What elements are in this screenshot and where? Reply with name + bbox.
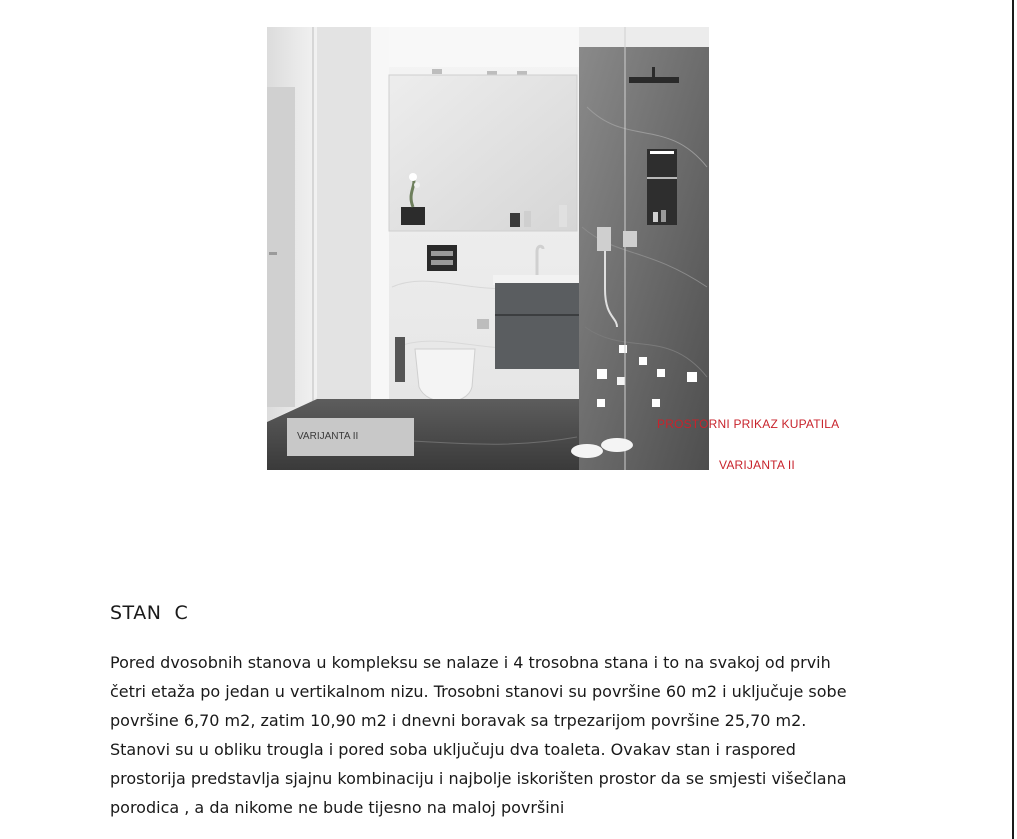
caption-title: PROSTORNI PRIKAZ KUPATILA xyxy=(657,417,840,431)
body-line: Pored dvosobnih stanova u kompleksu se nalaze i 4 trosobna stana i to na svakoj od prvih xyxy=(110,653,831,672)
body-line: površine 6,70 m2, zatim 10,90 m2 i dnevni boravak sa trpezarijom površine 25,70 m2. xyxy=(110,711,807,730)
bathroom-render-image xyxy=(267,27,709,470)
body-line: Stanovi su u obliku trougla i pored soba uključuju dva toaleta. Ovakav stan i raspored xyxy=(110,740,796,759)
variant-overlay-label: VARIJANTA II xyxy=(287,418,414,456)
section-heading: STAN C xyxy=(110,602,189,624)
body-line: četri etaža po jedan u vertikalnom nizu. Trosobni stanovi su površine 60 m2 i uključuje sobe xyxy=(110,682,847,701)
caption-variant: VARIJANTA II xyxy=(719,458,795,472)
section-body xyxy=(110,651,990,825)
body-line: prostorija predstavlja sjajnu kombinaciju i najbolje iskorišten prostor da se smjesti višečlana xyxy=(110,769,847,788)
body-line: porodica , a da nikome ne bude tijesno na maloj površini xyxy=(110,798,565,817)
page-edge xyxy=(1012,0,1014,839)
